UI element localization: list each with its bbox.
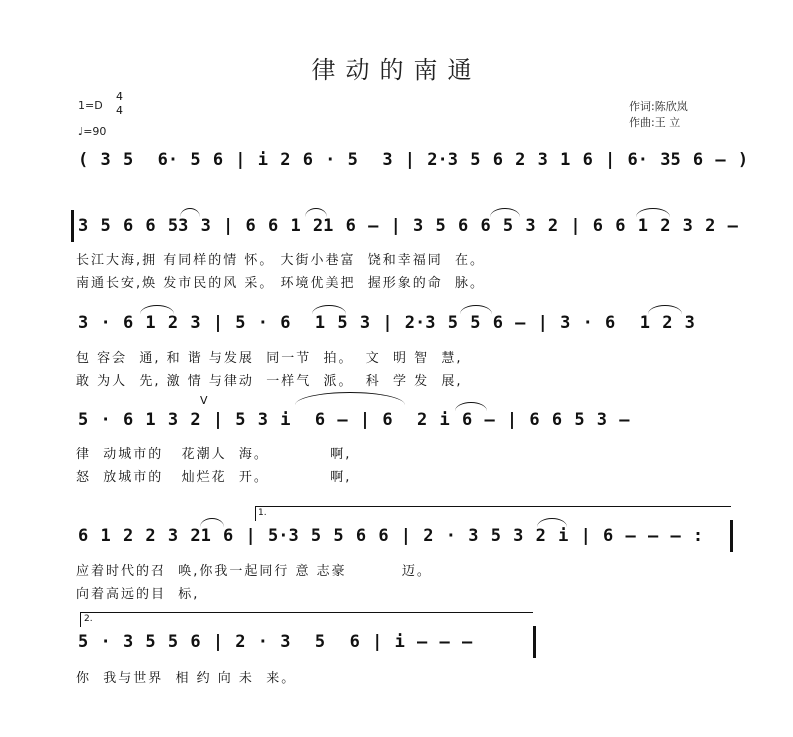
final-barline [533, 626, 536, 658]
notation-line-intro: ( 3 5 6· 5 6 | i 2 6 · 5 3 | 2·3 5 6 2 3 1 6 | 6· 35 6 – ) [78, 150, 749, 170]
volta-bracket-2 [80, 612, 533, 627]
key-signature: 1=D [78, 99, 103, 112]
lyric-line-3b: 怒 放城市的 灿烂花 开。 啊, [76, 470, 352, 485]
volta-label-2: 2. [84, 614, 93, 624]
lyric-line-3a: 律 动城市的 花潮人 海。 啊, [76, 447, 352, 462]
slur [490, 208, 520, 217]
slur [636, 208, 670, 217]
lyric-line-4a: 应着时代的召 唤,你我一起同行 意 志豪 迈。 [76, 564, 432, 579]
time-bottom: 4 [116, 104, 123, 117]
volta-label-1: 1. [258, 508, 267, 518]
volta-bracket-1 [255, 506, 731, 521]
slur [312, 305, 346, 314]
composer-credit: 作曲:王 立 [629, 116, 681, 129]
slur [180, 208, 200, 217]
notation-line-4: 6 1 2 2 3 21 6 | 5·3 5 5 6 6 | 2 · 3 5 3 2 i | 6 – – – : [78, 526, 704, 546]
tempo-marking: ♩=90 [78, 125, 107, 138]
slur [648, 305, 682, 314]
breath-mark: V [200, 394, 208, 407]
lyric-line-1b: 南通长安,焕 发市民的风 采。 环境优美把 握形象的命 脉。 [76, 276, 486, 291]
lyric-line-2b: 敢 为人 先, 激 情 与律动 一样气 派。 科 学 发 展, [76, 374, 463, 389]
slur [140, 305, 174, 314]
slur [460, 305, 492, 314]
notation-line-2: 3 · 6 1 2 3 | 5 · 6 1 5 3 | 2·3 5 5 6 – | 3 · 6 1 2 3 [78, 313, 695, 333]
notation-line-5: 5 · 3 5 5 6 | 2 · 3 5 6 | i – – – [78, 632, 473, 652]
lyric-line-5: 你 我与世界 相 约 向 未 来。 [76, 671, 297, 686]
song-title: 律动的南通 [311, 56, 482, 84]
notation-line-1: 3 5 6 6 53 3 | 6 6 1 21 6 – | 3 5 6 6 5 3 2 | 6 6 1 2 3 2 – [78, 216, 738, 236]
lyric-line-2a: 包 容会 通, 和 谐 与发展 同一节 拍。 文 明 智 慧, [76, 351, 463, 366]
tie [295, 392, 405, 405]
repeat-start-barline [71, 210, 74, 242]
time-signature [116, 90, 123, 118]
time-top: 4 [116, 90, 123, 103]
repeat-end-barline [730, 520, 733, 552]
slur [200, 518, 224, 527]
notation-line-3: 5 · 6 1 3 2 | 5 3 i 6 – | 6 2 i 6 – | 6 6 5 3 – [78, 410, 630, 430]
slur [305, 208, 327, 217]
lyric-line-4b: 向着高远的目 标, [76, 587, 200, 602]
lyricist-credit: 作词:陈欣岚 [629, 100, 688, 113]
lyric-line-1a: 长江大海,拥 有同样的情 怀。 大街小巷富 饶和幸福同 在。 [76, 253, 486, 268]
slur [455, 402, 487, 411]
